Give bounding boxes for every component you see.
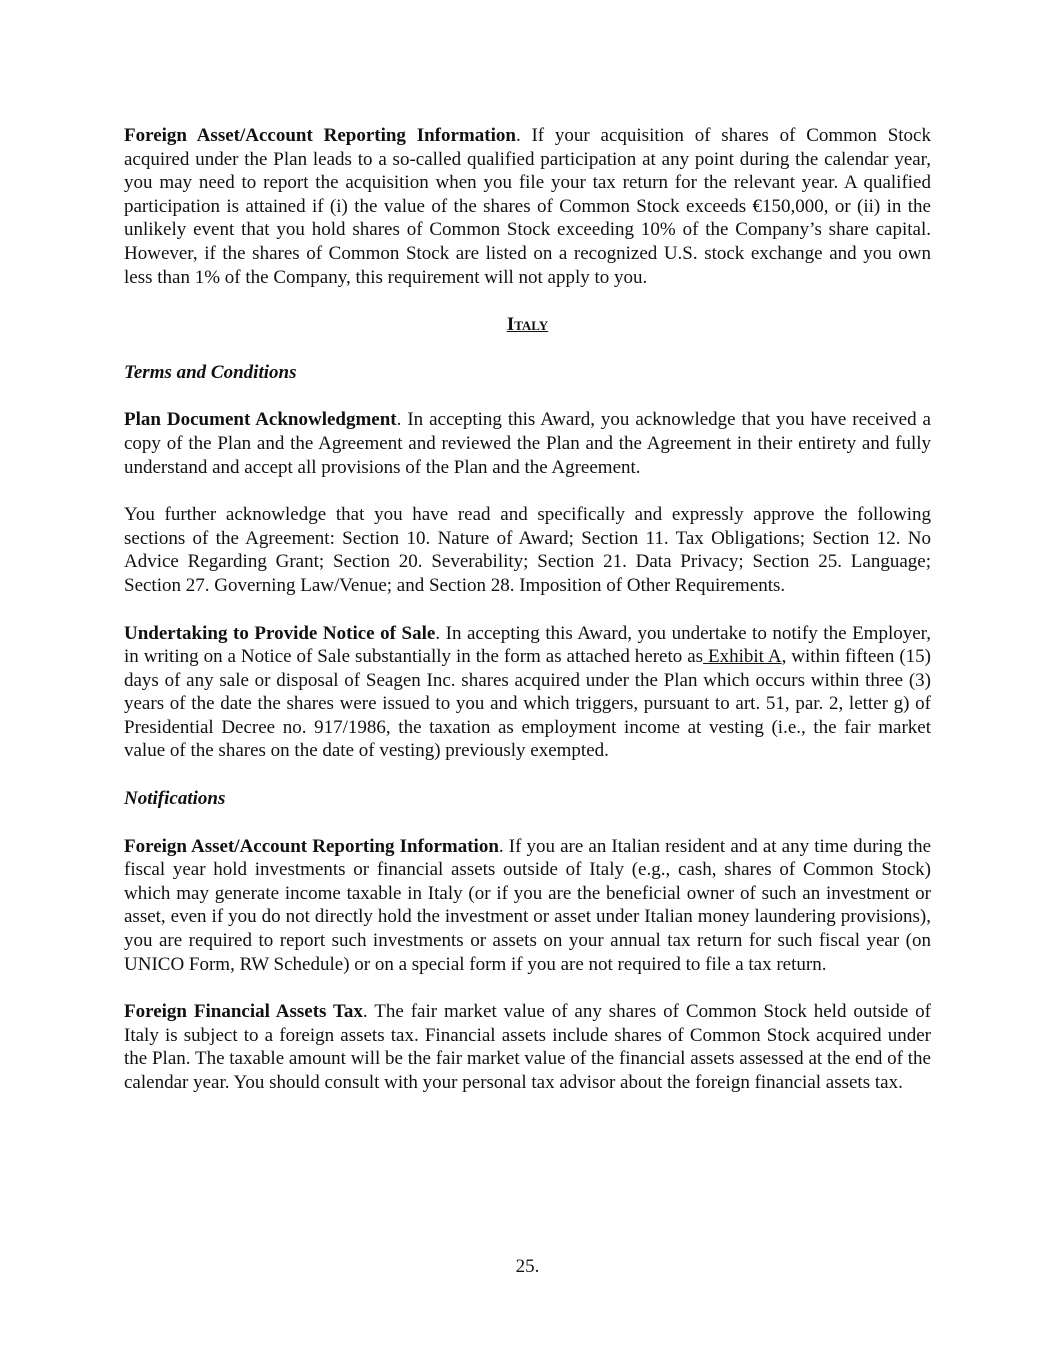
exhibit-a-reference: Exhibit A: [703, 646, 782, 668]
paragraph-sections-approval: [124, 503, 931, 597]
paragraph-text: . In accepting this Award, you acknowledge that you have received a copy of the Plan and the Agreement and reviewed the Plan and the Agreement in their entirety and fully understand and accept all provisions of the Plan and the Agreement.: [124, 409, 931, 478]
paragraph-heading: Foreign Asset/Account Reporting Information: [124, 835, 499, 857]
paragraph-text: . If you are an Italian resident and at any time during the fiscal year hold investments or financial assets outside of Italy (e.g., cash, shares of Common Stock) which may generate income taxable in Italy (or if you are the beneficial owner of such an investment or asset, even if you do not directly hold the investment or asset under Italian money laundering provisions), you are required to report such investments or assets on your annual tax return for such fiscal year (on UNICO Form, RW Schedule) or on a special form if you are not required to file a tax return.: [124, 835, 931, 975]
paragraph-text: You further acknowledge that you have read and specifically and expressly approve the following sections of the Agreement: Section 10. Nature of Award; Section 11. Tax Obligations; Section 12. No Advice Regarding Grant; Section 20. Severability; Section 21. Data Privacy; Section 25. Language; Section 27. Governing Law/Venue; and Section 28. Imposition of Other Requirements.: [124, 504, 931, 596]
section-heading-notifications: Notifications: [124, 788, 226, 810]
page-number: 25.: [515, 1256, 540, 1277]
paragraph-heading: Plan Document Acknowledgment: [124, 409, 397, 431]
paragraph-foreign-asset-reporting-prior: [124, 124, 931, 289]
paragraph-foreign-financial-assets-tax: [124, 1000, 931, 1094]
paragraph-text: . The fair market value of any shares of Common Stock held outside of Italy is subject to a foreign assets tax. Financial assets include shares of Common Stock acquired under the Plan. The taxable amount will be the fair market value of the financial assets assessed at the end of the calendar year. You should consult with your personal tax advisor about the foreign financial assets tax.: [124, 1001, 931, 1093]
document-page: [124, 124, 931, 1119]
country-heading-italy: Italy: [506, 314, 549, 336]
paragraph-notice-of-sale: [124, 622, 931, 764]
paragraph-plan-document-acknowledgment: [124, 408, 931, 479]
paragraph-text: . If your acquisition of shares of Common Stock acquired under the Plan leads to a so-called qualified participation at any point during the calendar year, you may need to report the acquisition when you file your tax return for the relevant year. A qualified participation is attained if (i) the value of the shares of Common Stock exceeds €150,000, or (ii) in the unlikely event that you hold shares of Common Stock exceeding 10% of the Company’s share capital. However, if the shares of Common Stock are listed on a recognized U.S. stock exchange and you own less than 1% of the Company, this requirement will not apply to you.: [124, 125, 931, 288]
paragraph-foreign-asset-reporting-italy: [124, 835, 931, 977]
paragraph-heading: Undertaking to Provide Notice of Sale: [124, 622, 436, 644]
paragraph-heading: Foreign Financial Assets Tax: [124, 1001, 363, 1023]
paragraph-text: , within fifteen (15) days of any sale or disposal of Seagen Inc. shares acquired under the Plan which occurs within three (3) years of the date the shares were issued to you and which triggers, pursuant to art. 51, par. 2, letter g) of Presidential Decree no. 917/1986, the taxation as employment income at vesting (i.e., the fair market value of the shares on the date of vesting) previously exempted.: [124, 646, 932, 762]
paragraph-heading: Foreign Asset/Account Reporting Information: [124, 125, 516, 146]
paragraph-text: . In accepting this Award, you undertake to notify the Employer, in writing on a Notice of Sale substantially in the form as attached hereto as: [124, 622, 931, 668]
section-heading-terms: Terms and Conditions: [124, 361, 297, 383]
